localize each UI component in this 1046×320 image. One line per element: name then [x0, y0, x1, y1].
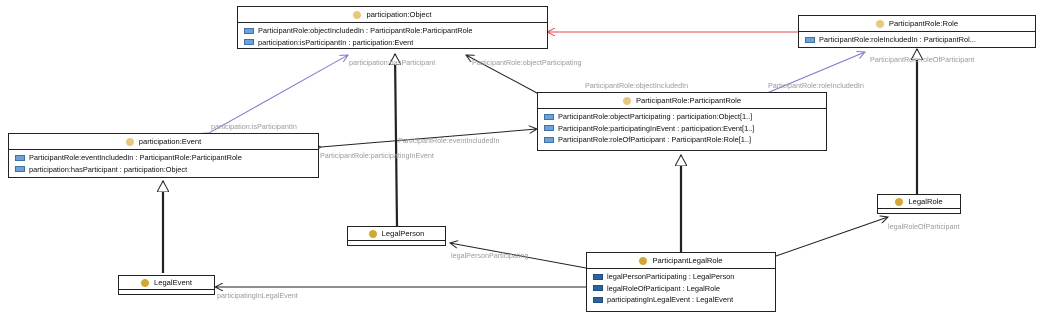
attribute-text: ParticipantRole:eventIncludedIn : ParticipantRole:ParticipantRole — [29, 153, 242, 163]
class-header — [799, 16, 1035, 32]
attribute-icon — [544, 114, 554, 120]
class-participation-event[interactable] — [8, 133, 319, 178]
attribute-row — [244, 37, 541, 49]
label-participatinginlegalevent: participatingInLegalEvent — [217, 291, 298, 300]
class-title: ParticipantLegalRole — [652, 256, 723, 265]
label-legalroleofparticipant: legalRoleOfParticipant — [888, 222, 960, 231]
attribute-text: ParticipantRole:objectIncludedIn : ParticipantRole:ParticipantRole — [258, 26, 473, 36]
label-hasparticipant: participation:hasParticipant — [349, 58, 436, 67]
class-title: ParticipantRole:Role — [888, 19, 959, 28]
attribute-row — [805, 34, 1029, 46]
attribute-text: participation:hasParticipant : participation:Object — [29, 164, 188, 174]
label-objectincludedin: ParticipantRole:objectIncludedIn — [585, 81, 689, 90]
class-icon — [639, 257, 647, 265]
class-participation-object[interactable] — [237, 6, 548, 49]
attribute-row — [15, 152, 312, 164]
class-header — [9, 134, 318, 150]
class-icon — [369, 230, 377, 238]
class-participantrole-participantrole[interactable] — [537, 92, 827, 151]
attribute-text: ParticipantRole:objectParticipating : participation:Object[1..] — [558, 112, 753, 122]
edge-legalroleofparticipant — [776, 217, 888, 256]
class-header — [878, 195, 960, 209]
class-title: participation:Object — [366, 10, 432, 19]
class-legalrole[interactable] — [877, 194, 961, 214]
class-title: LegalEvent — [154, 278, 192, 287]
class-title: participation:Event — [138, 137, 202, 146]
class-header — [119, 276, 214, 290]
attribute-icon — [593, 285, 603, 291]
label-legalpersonparticipating: legalPersonParticipating — [451, 251, 529, 260]
label-roleofparticipant: ParticipantRole:roleOfParticipant — [870, 55, 975, 64]
class-participantlegalrole[interactable] — [586, 252, 776, 312]
class-icon — [895, 198, 903, 206]
label-isparticipantin: participation:isParticipantIn — [211, 122, 297, 131]
attribute-icon — [15, 166, 25, 172]
attribute-icon — [805, 37, 815, 43]
attribute-text: legalPersonParticipating : LegalPerson — [607, 272, 735, 282]
attribute-icon — [244, 39, 254, 45]
attribute-text: participatingInLegalEvent : LegalEvent — [607, 295, 734, 305]
class-icon — [141, 279, 149, 287]
attribute-icon — [593, 274, 603, 280]
class-participantrole-role[interactable] — [798, 15, 1036, 48]
label-eventincludedin: ParticipantRole:eventIncludedIn — [398, 136, 500, 145]
attribute-row — [244, 25, 541, 37]
attribute-row — [593, 283, 769, 295]
attribute-text: ParticipantRole:roleOfParticipant : ParticipantRole:Role[1..] — [558, 135, 752, 145]
attribute-row — [544, 134, 820, 146]
class-icon — [876, 20, 884, 28]
class-legalperson[interactable] — [347, 226, 446, 246]
label-objectparticipating: ParticipantRole:objectParticipating — [472, 58, 582, 67]
attribute-text: legalRoleOfParticipant : LegalRole — [607, 283, 720, 293]
attribute-row — [593, 294, 769, 306]
attribute-icon — [244, 28, 254, 34]
class-header — [238, 7, 547, 23]
label-roleincludedin: ParticipantRole:roleIncludedIn — [768, 81, 864, 90]
attribute-row — [593, 271, 769, 283]
attribute-icon — [544, 125, 554, 131]
attribute-row — [544, 123, 820, 135]
attribute-icon — [593, 297, 603, 303]
attribute-row — [15, 164, 312, 176]
class-title: LegalPerson — [381, 229, 425, 238]
attribute-row — [544, 111, 820, 123]
attribute-text: participation:isParticipantIn : participation:Event — [258, 37, 414, 47]
class-header — [348, 227, 445, 241]
generalization-legalperson-to-object — [395, 54, 397, 226]
class-icon — [623, 97, 631, 105]
attribute-icon — [544, 137, 554, 143]
attribute-text: ParticipantRole:participatingInEvent : participation:Event[1..] — [558, 123, 755, 133]
class-header — [587, 253, 775, 269]
class-header — [538, 93, 826, 109]
class-icon — [353, 11, 361, 19]
class-legalevent[interactable] — [118, 275, 215, 295]
class-icon — [126, 138, 134, 146]
class-title: ParticipantRole:ParticipantRole — [635, 96, 742, 105]
class-title: LegalRole — [908, 197, 943, 206]
attribute-icon — [15, 155, 25, 161]
label-participatinginevent: ParticipantRole:participatingInEvent — [320, 151, 434, 160]
attribute-text: ParticipantRole:roleIncludedIn : ParticipantRol... — [819, 35, 976, 45]
